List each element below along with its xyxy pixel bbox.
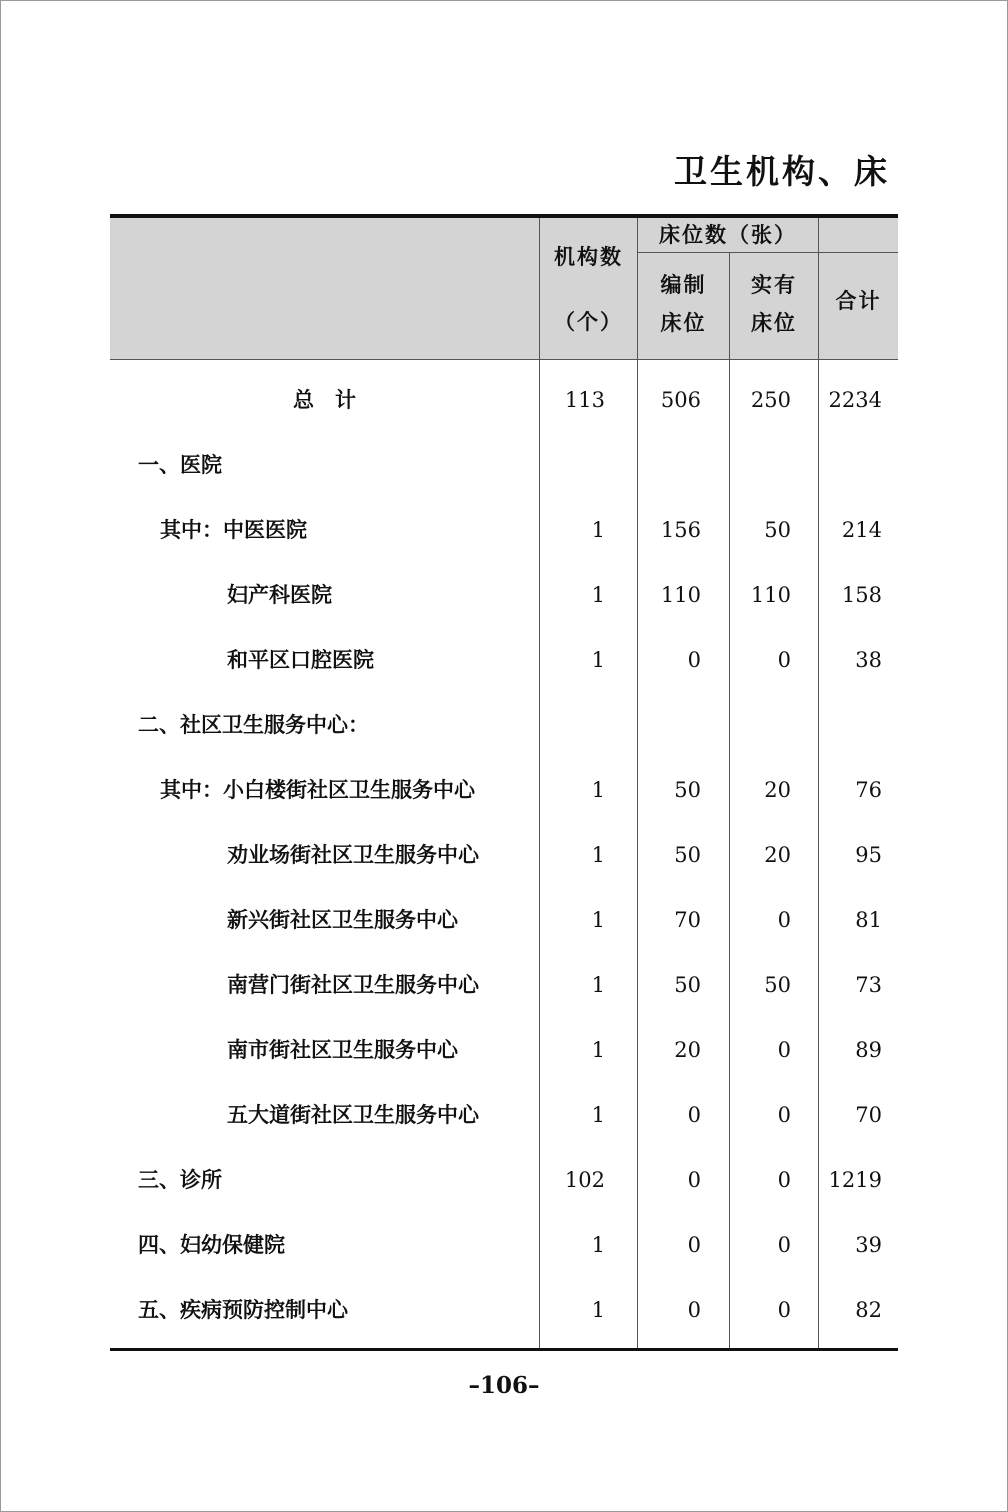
cell-planned-beds: 50	[674, 973, 701, 997]
cell-institutions: 1	[591, 843, 605, 867]
cell-actual-beds: 20	[764, 843, 791, 867]
cell-actual-beds: 0	[777, 1038, 791, 1062]
cell-total: 38	[855, 648, 882, 672]
table-row	[110, 1160, 898, 1200]
cell-institutions: 1	[591, 583, 605, 607]
cell-actual-beds: 0	[777, 1103, 791, 1127]
cell-planned-beds: 20	[674, 1038, 701, 1062]
cell-total: 76	[855, 778, 882, 802]
cell-actual-beds: 50	[764, 518, 791, 542]
cell-total: 89	[855, 1038, 882, 1062]
cell-institutions: 1	[591, 1233, 605, 1257]
cell-actual-beds: 250	[750, 388, 791, 412]
row-label: 五、疾病预防控制中心	[138, 1297, 348, 1322]
cell-planned-beds: 50	[674, 843, 701, 867]
table-row	[110, 835, 898, 875]
cell-institutions: 113	[564, 388, 605, 412]
cell-institutions: 1	[591, 908, 605, 932]
row-label: 五大道街社区卫生服务中心	[227, 1102, 479, 1127]
cell-total: 81	[855, 908, 882, 932]
table-row	[110, 1225, 898, 1265]
table-row	[110, 705, 898, 745]
table-row	[110, 380, 898, 420]
table-row	[110, 1030, 898, 1070]
cell-total: 39	[855, 1233, 882, 1257]
cell-institutions: 102	[564, 1168, 605, 1192]
cell-actual-beds: 50	[764, 973, 791, 997]
cell-total: 82	[855, 1298, 882, 1322]
cell-institutions: 1	[591, 648, 605, 672]
row-label: 妇产科医院	[227, 582, 332, 607]
cell-planned-beds: 0	[687, 1103, 701, 1127]
table-header-rule	[110, 359, 898, 360]
cell-actual-beds: 0	[777, 1298, 791, 1322]
cell-total: 2234	[828, 388, 882, 412]
table-row	[110, 770, 898, 810]
cell-planned-beds: 50	[674, 778, 701, 802]
row-label: 二、社区卫生服务中心：	[138, 712, 369, 737]
cell-actual-beds: 0	[777, 1233, 791, 1257]
cell-actual-beds: 0	[777, 908, 791, 932]
cell-actual-beds: 0	[777, 648, 791, 672]
table-bottom-rule	[110, 1348, 898, 1351]
header-total: 合计	[835, 288, 882, 313]
header-beds-group: 床位数（张）	[659, 222, 797, 247]
table-row	[110, 1290, 898, 1330]
table-row	[110, 510, 898, 550]
row-label: 南市街社区卫生服务中心	[227, 1037, 458, 1062]
header-actual-beds-line1: 实有	[751, 272, 797, 297]
row-label: 四、妇幼保健院	[138, 1232, 285, 1257]
cell-total: 214	[841, 518, 882, 542]
table-row	[110, 965, 898, 1005]
table-row	[110, 575, 898, 615]
cell-planned-beds: 0	[687, 1298, 701, 1322]
cell-institutions: 1	[591, 973, 605, 997]
cell-planned-beds: 110	[660, 583, 701, 607]
row-label: 一、医院	[138, 452, 222, 477]
cell-total: 73	[855, 973, 882, 997]
cell-institutions: 1	[591, 518, 605, 542]
header-actual-beds-line2: 床位	[751, 310, 797, 335]
table-row	[110, 900, 898, 940]
header-institutions-unit: （个）	[554, 309, 623, 334]
table-row	[110, 640, 898, 680]
cell-planned-beds: 0	[687, 1233, 701, 1257]
cell-actual-beds: 20	[764, 778, 791, 802]
cell-planned-beds: 0	[687, 1168, 701, 1192]
row-label: 其中：小白楼街社区卫生服务中心	[160, 777, 475, 802]
cell-institutions: 1	[591, 1298, 605, 1322]
row-label: 其中：中医医院	[160, 517, 307, 542]
cell-planned-beds: 0	[687, 648, 701, 672]
row-label: 劝业场街社区卫生服务中心	[227, 842, 479, 867]
table-row	[110, 1095, 898, 1135]
header-planned-beds-line1: 编制	[660, 272, 707, 297]
cell-total: 70	[855, 1103, 882, 1127]
table-row	[110, 445, 898, 485]
cell-actual-beds: 0	[777, 1168, 791, 1192]
cell-actual-beds: 110	[750, 583, 791, 607]
cell-institutions: 1	[591, 1038, 605, 1062]
page-number: –106–	[468, 1372, 540, 1399]
cell-planned-beds: 156	[660, 518, 701, 542]
header-institutions: 机构数	[554, 244, 623, 269]
row-label: 总 计	[293, 387, 356, 412]
cell-institutions: 1	[591, 778, 605, 802]
header-planned-beds-line2: 床位	[660, 310, 707, 335]
cell-total: 158	[841, 583, 882, 607]
page-title: 卫生机构、床	[674, 152, 890, 191]
cell-planned-beds: 70	[674, 908, 701, 932]
row-label: 三、诊所	[138, 1167, 222, 1192]
cell-planned-beds: 506	[660, 388, 701, 412]
cell-total: 95	[855, 843, 882, 867]
row-label: 新兴街社区卫生服务中心	[227, 907, 458, 932]
row-label: 和平区口腔医院	[227, 647, 374, 672]
cell-institutions: 1	[591, 1103, 605, 1127]
row-label: 南营门街社区卫生服务中心	[227, 972, 479, 997]
cell-total: 1219	[828, 1168, 882, 1192]
